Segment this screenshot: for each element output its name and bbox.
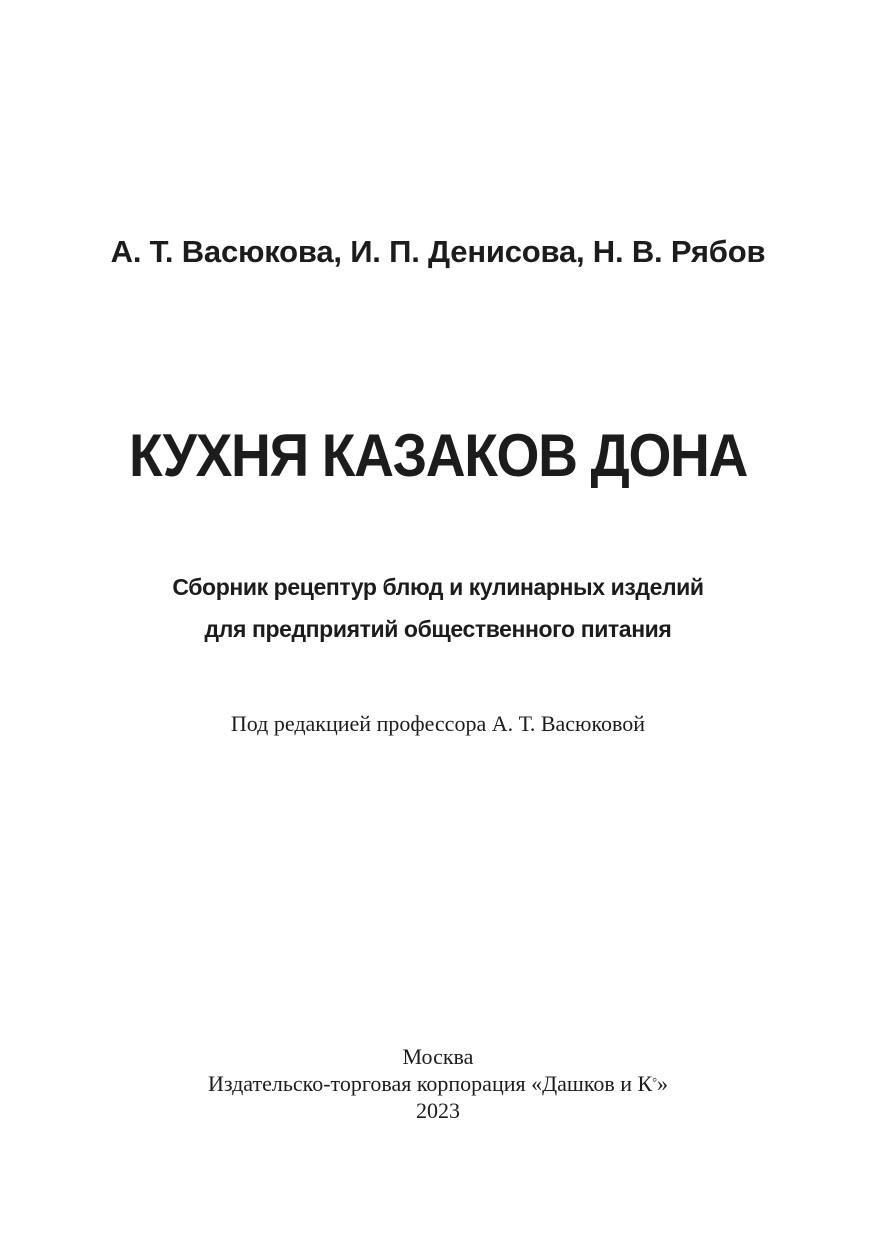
book-title: КУХНЯ КАЗАКОВ ДОНА bbox=[128, 422, 748, 489]
publisher-name: Издательско-торговая корпорация «Дашков и К bbox=[207, 1071, 653, 1096]
imprint bbox=[0, 1043, 876, 1124]
imprint-city: Москва bbox=[402, 1044, 474, 1069]
book-subtitle bbox=[0, 566, 876, 650]
imprint-year: 2023 bbox=[416, 1098, 460, 1123]
subtitle-line-1: Сборник рецептур блюд и кулинарных изделий bbox=[172, 574, 704, 600]
publisher-closing-quote: » bbox=[657, 1071, 669, 1096]
subtitle-line-2: для предприятий общественного питания bbox=[204, 616, 672, 642]
publisher-degree: ° bbox=[652, 1075, 658, 1089]
imprint-publisher bbox=[0, 1070, 876, 1097]
editor-note: Под редакцией профессора А. Т. Васюковой bbox=[230, 711, 646, 736]
authors: А. Т. Васюкова, И. П. Денисова, Н. В. Рябов bbox=[110, 234, 766, 269]
